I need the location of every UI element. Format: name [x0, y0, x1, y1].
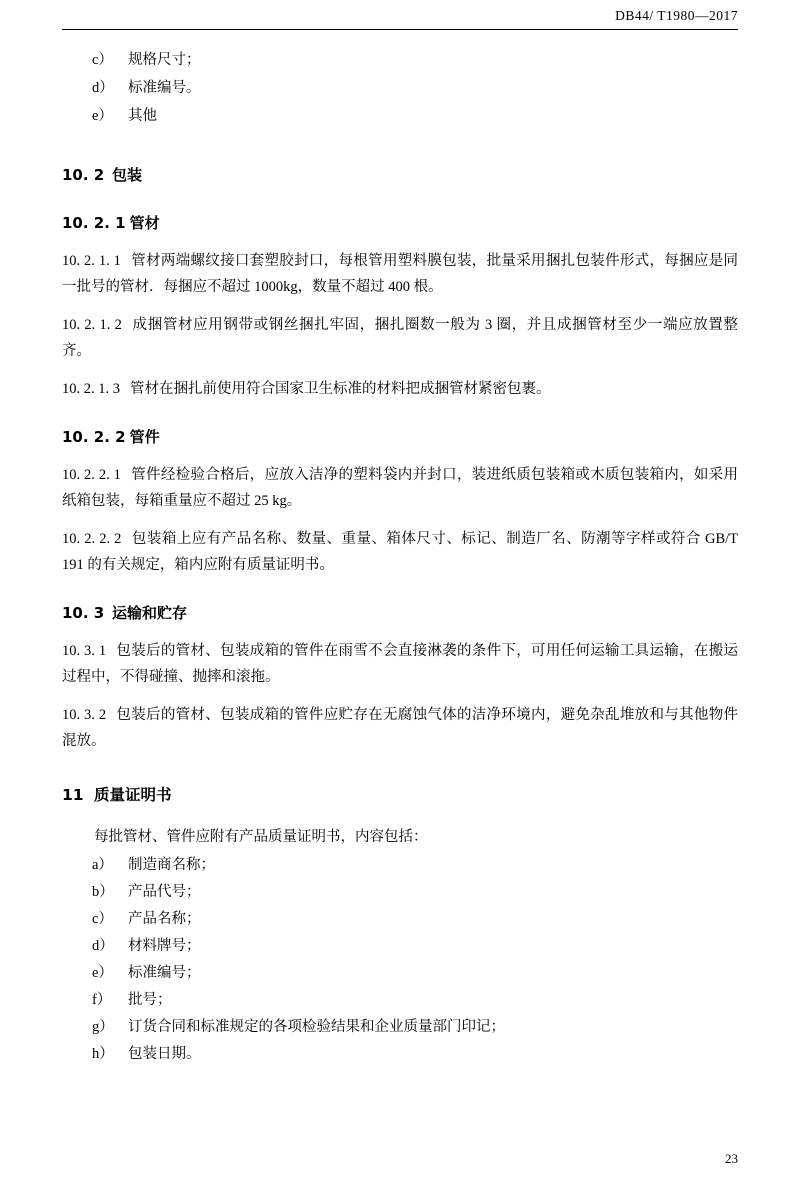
list-item — [62, 933, 738, 960]
section-number: 10. 2. 2 — [62, 428, 126, 446]
list-text: 产品名称； — [128, 911, 201, 927]
section-title: 质量证明书 — [94, 786, 172, 804]
list-item — [62, 1014, 738, 1041]
list-marker: g） — [92, 1019, 114, 1035]
list-text: 包装日期。 — [128, 1046, 201, 1062]
paragraph-number: 10. 3. 2 — [62, 707, 107, 723]
list-marker: e） — [92, 965, 113, 981]
list-text: 制造商名称； — [128, 857, 215, 873]
section-number: 10. 2 — [62, 166, 105, 184]
section-title: 管件 — [129, 428, 160, 446]
list-marker: h） — [92, 1046, 114, 1062]
paragraph-text: 包装后的管材、包装成箱的管件在雨雪不会直接淋袭的条件下，可用任何运输工具运输，在搬运过程中，不得碰撞、抛摔和滚拖。 — [62, 643, 739, 685]
list-text: 材料牌号； — [128, 938, 201, 954]
paragraph-text: 管材两端螺纹接口套塑胶封口，每根管用塑料膜包装，批量采用捆扎包装件形式，每捆应是同一批号的管材．每捆应不超过 1000kg，数量不超过 400 根。 — [62, 253, 738, 295]
section-title: 运输和贮存 — [112, 604, 188, 622]
section-title: 管材 — [129, 214, 160, 232]
section-title: 包装 — [112, 166, 143, 184]
paragraph-text: 管材在捆扎前使用符合国家卫生标准的材料把成捆管材紧密包裹。 — [130, 381, 551, 397]
list-text: 标准编号。 — [128, 80, 201, 96]
page-body — [62, 34, 738, 1068]
header-divider — [62, 29, 738, 30]
list-marker: c） — [92, 911, 113, 927]
paragraph-text: 成捆管材应用钢带或钢丝捆扎牢固，捆扎圈数一般为 3 圈，并且成捆管材至少一端应放置整齐。 — [62, 317, 739, 359]
section-11-intro: 每批管材、管件应附有产品质量证明书，内容包括： — [94, 829, 428, 845]
list-marker: e） — [92, 108, 113, 124]
paragraph-number: 10. 2. 1. 2 — [62, 317, 122, 333]
standard-code: DB44/ T1980—2017 — [615, 8, 738, 23]
section-heading-10-3 — [62, 600, 738, 626]
section-number: 10. 3 — [62, 604, 105, 622]
list-item — [62, 852, 738, 879]
list-item — [62, 879, 738, 906]
paragraph-text: 包装后的管材、包装成箱的管件应贮存在无腐蚀气体的洁净环境内，避免杂乱堆放和与其他物件混放。 — [62, 707, 739, 749]
paragraph-10-2-1-2 — [62, 312, 738, 364]
list-item — [62, 102, 738, 130]
paragraph-number: 10. 3. 1 — [62, 643, 107, 659]
list-item — [62, 906, 738, 933]
page-number: 23 — [725, 1151, 738, 1166]
list-item — [62, 1041, 738, 1068]
list-text: 产品代号； — [128, 884, 201, 900]
list-item — [62, 960, 738, 987]
paragraph-text: 管件经检验合格后，应放入洁净的塑料袋内并封口，装进纸质包装箱或木质包装箱内，如采用纸箱包装，每箱重量应不超过 25 kg。 — [62, 467, 738, 509]
section-heading-10-2 — [62, 162, 738, 188]
list-marker: c） — [92, 52, 113, 68]
paragraph-number: 10. 2. 2. 1 — [62, 467, 121, 483]
list-marker: b） — [92, 884, 114, 900]
paragraph-text: 包装箱上应有产品名称、数量、重量、箱体尺寸、标记、制造厂名、防潮等字样或符合 GB/T 191 的有关规定，箱内应附有质量证明书。 — [62, 531, 738, 573]
paragraph-10-3-2 — [62, 702, 738, 754]
section-number: 10. 2. 1 — [62, 214, 126, 232]
list-item — [62, 46, 738, 74]
list-marker: d） — [92, 80, 114, 96]
list-text: 其他 — [128, 108, 157, 124]
list-text: 批号； — [128, 992, 172, 1008]
list-item — [62, 74, 738, 102]
page-header — [62, 0, 738, 34]
top-lettered-list — [62, 46, 738, 130]
list-item — [62, 987, 738, 1014]
paragraph-number: 10. 2. 1. 3 — [62, 381, 120, 397]
quality-certificate-list — [62, 852, 738, 1068]
list-text: 订货合同和标准规定的各项检验结果和企业质量部门印记； — [128, 1019, 505, 1035]
section-heading-10-2-2 — [62, 424, 738, 450]
paragraph-number: 10. 2. 2. 2 — [62, 531, 122, 547]
list-marker: f） — [92, 992, 112, 1008]
paragraph-10-2-1-3 — [62, 376, 738, 402]
section-heading-10-2-1 — [62, 210, 738, 236]
list-marker: a） — [92, 857, 113, 873]
paragraph-10-2-2-1 — [62, 462, 738, 514]
paragraph-number: 10. 2. 1. 1 — [62, 253, 121, 269]
paragraph-10-3-1 — [62, 638, 738, 690]
section-heading-11 — [62, 782, 738, 808]
list-text: 标准编号； — [128, 965, 201, 981]
list-text: 规格尺寸； — [128, 52, 201, 68]
list-marker: d） — [92, 938, 114, 954]
paragraph-10-2-2-2 — [62, 526, 738, 578]
section-number: 11 — [62, 786, 84, 804]
paragraph-10-2-1-1 — [62, 248, 738, 300]
